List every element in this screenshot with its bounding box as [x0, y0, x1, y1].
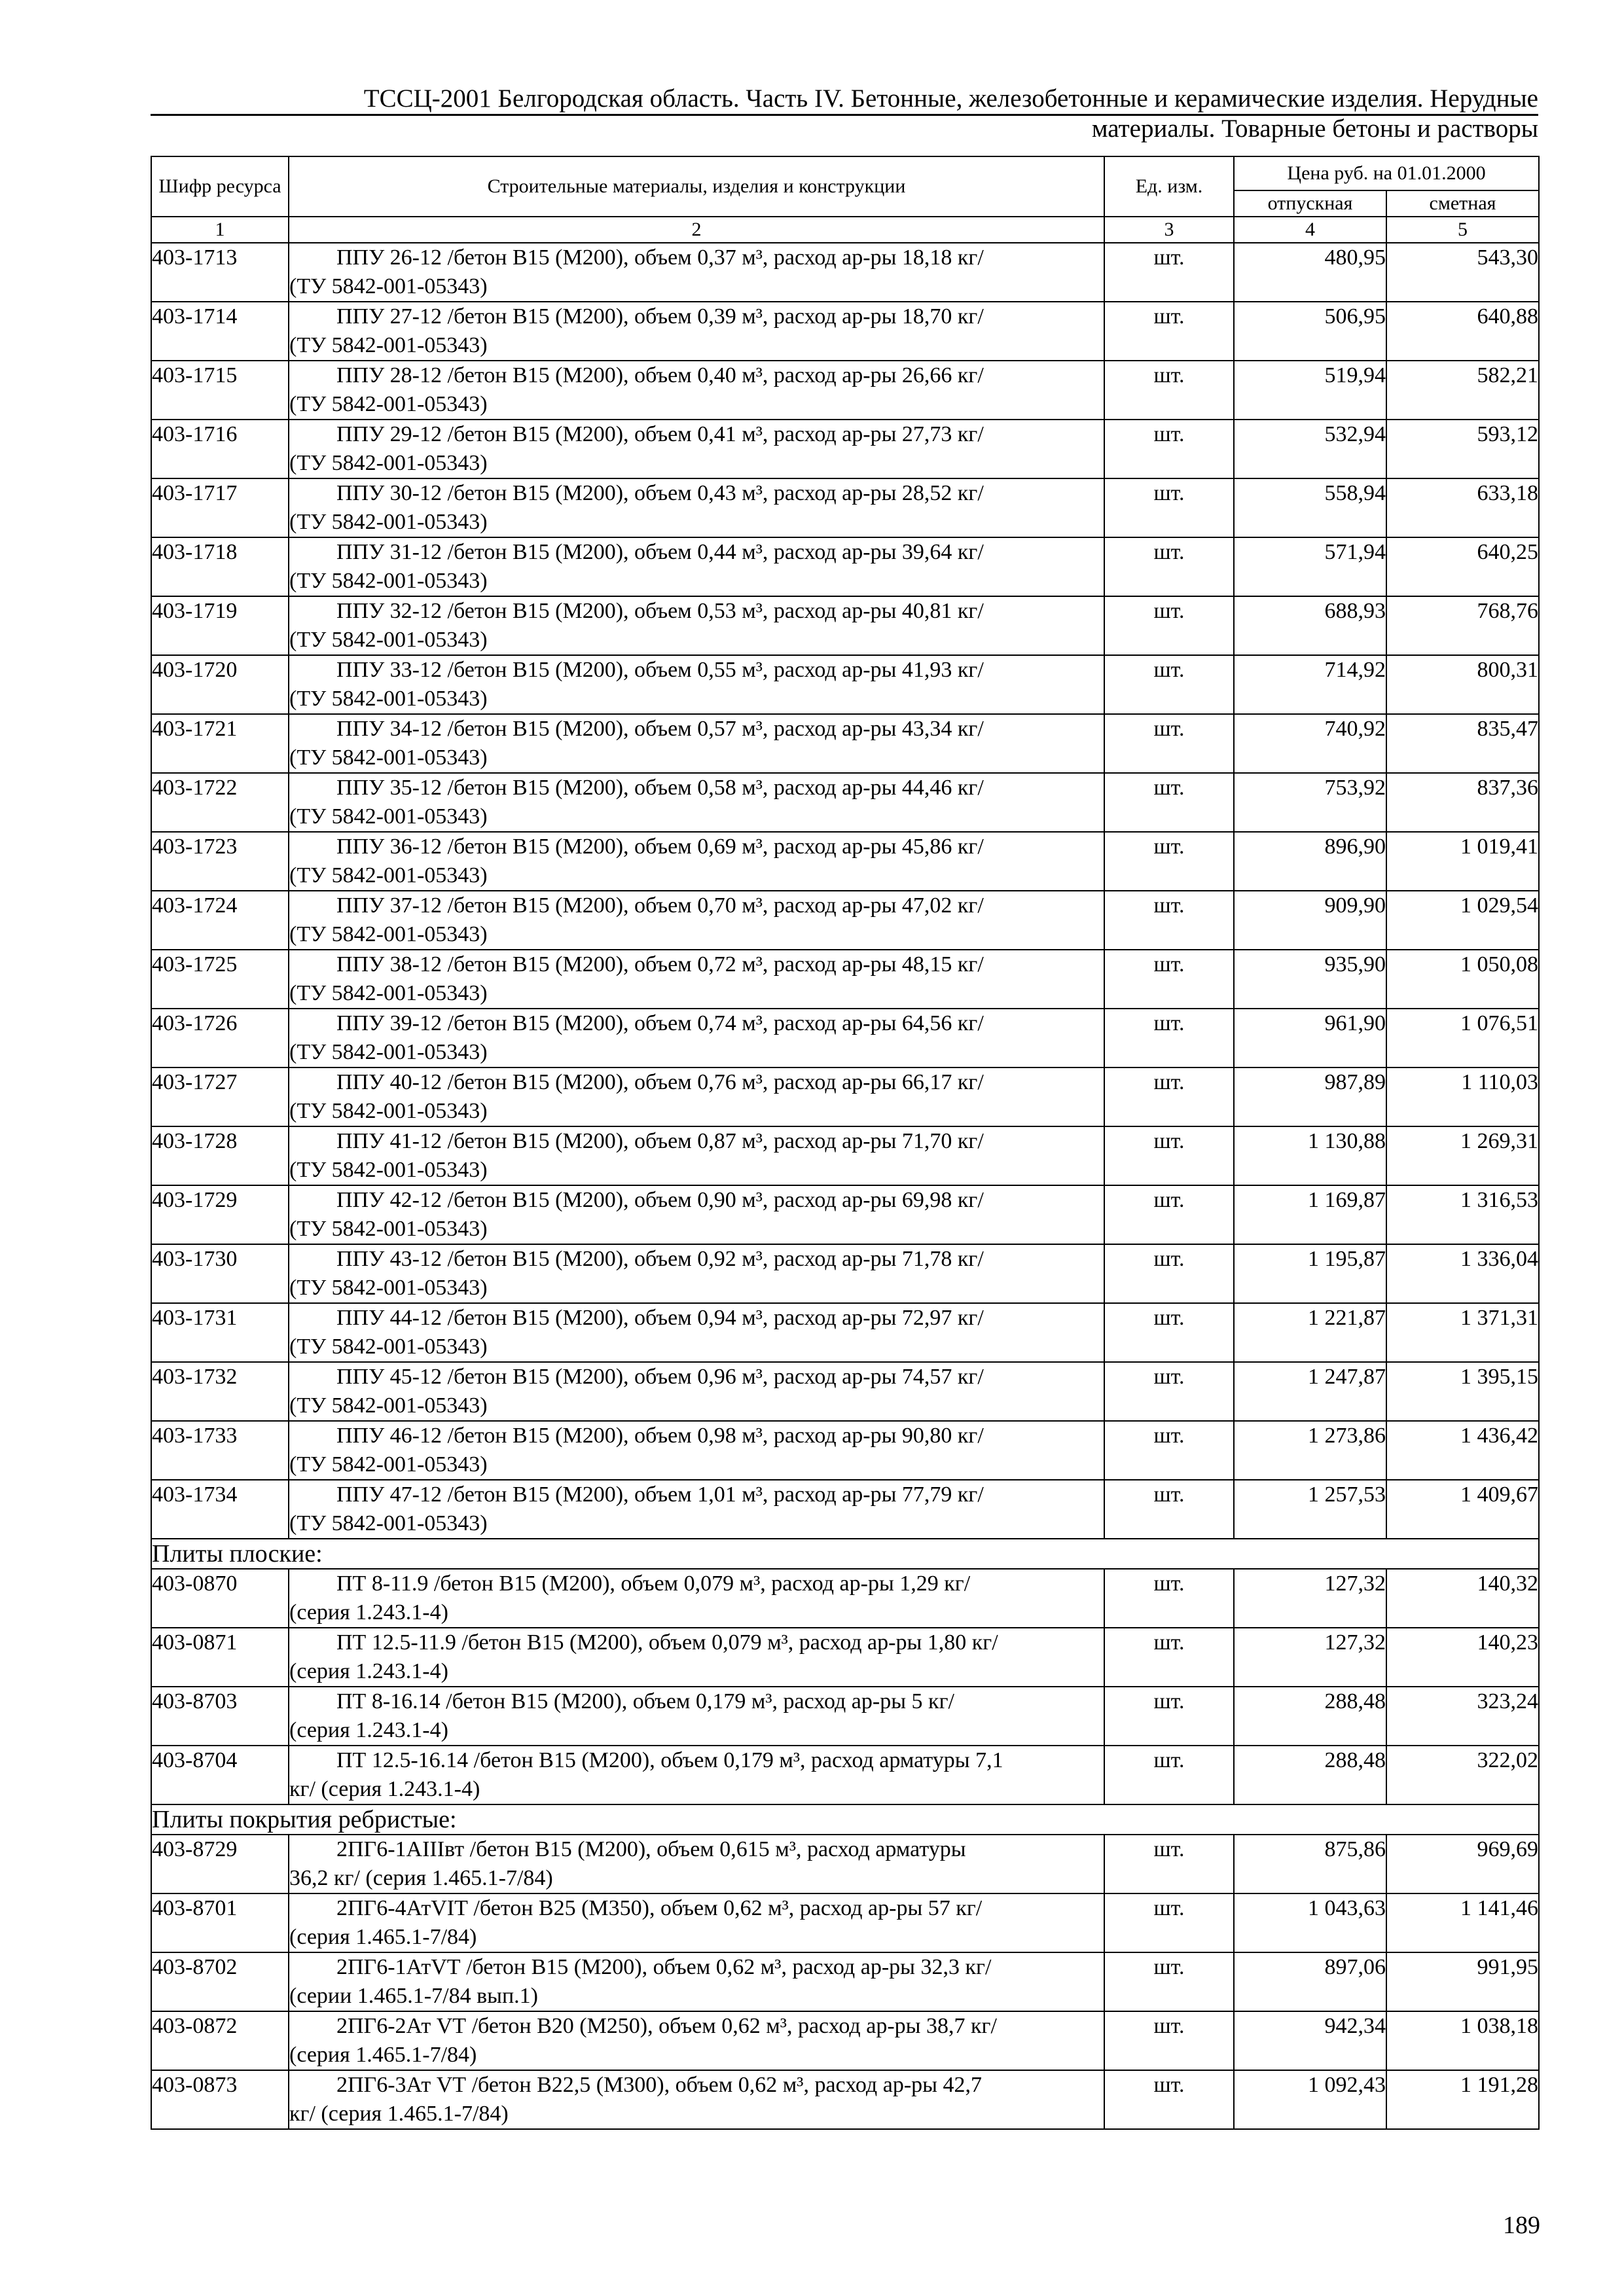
material-name-line2: 36,2 кг/ (серия 1.465.1-7/84): [289, 1866, 553, 1890]
table-body: [151, 243, 1539, 2129]
material-name-line1: 2ПГ6-2Ат VТ /бетон В20 (М250), объем 0,62 м³, расход ар-ры 38,7 кг/: [336, 2014, 997, 2038]
table-row: [151, 1835, 1539, 1893]
resource-code: 403-1733: [151, 1421, 289, 1480]
table-row: [151, 950, 1539, 1009]
col-header-unit: Ед. изм.: [1104, 156, 1234, 217]
material-name-line2: (серия 1.243.1-4): [289, 1600, 448, 1624]
material-name: [289, 1067, 1104, 1126]
material-name: [289, 1421, 1104, 1480]
material-name-line1: ППУ 42-12 /бетон В15 (М200), объем 0,90 м³, расход ар-ры 69,98 кг/: [336, 1188, 984, 1212]
estimate-price: 837,36: [1386, 773, 1539, 832]
estimate-price: 1 336,04: [1386, 1244, 1539, 1303]
table-row: [151, 1628, 1539, 1687]
unit: шт.: [1104, 1362, 1234, 1421]
release-price: 1 221,87: [1234, 1303, 1386, 1362]
material-name: [289, 2011, 1104, 2070]
material-name: [289, 1952, 1104, 2011]
resource-code: 403-1714: [151, 302, 289, 361]
estimate-price: 1 395,15: [1386, 1362, 1539, 1421]
material-name-line1: ППУ 33-12 /бетон В15 (М200), объем 0,55 м³, расход ар-ры 41,93 кг/: [336, 658, 984, 682]
col-number-5: 5: [1386, 217, 1539, 243]
material-name-line1: ППУ 43-12 /бетон В15 (М200), объем 0,92 м³, расход ар-ры 71,78 кг/: [336, 1247, 984, 1271]
material-name-line2: (ТУ 5842-001-05343): [289, 745, 488, 770]
table-row: [151, 596, 1539, 655]
material-name: [289, 2070, 1104, 2129]
estimate-price: 1 371,31: [1386, 1303, 1539, 1362]
material-name-line1: 2ПГ6-4АтVIТ /бетон В25 (М350), объем 0,62 м³, расход ар-ры 57 кг/: [336, 1896, 983, 1920]
release-price: 1 169,87: [1234, 1185, 1386, 1244]
release-price: 1 273,86: [1234, 1421, 1386, 1480]
resource-code: 403-1723: [151, 832, 289, 891]
material-name-line2: кг/ (серия 1.465.1-7/84): [289, 2102, 509, 2126]
table-row: [151, 361, 1539, 420]
table-row: [151, 1244, 1539, 1303]
material-name: [289, 1569, 1104, 1628]
estimate-price: 543,30: [1386, 243, 1539, 302]
unit: шт.: [1104, 1893, 1234, 1952]
material-name-line1: ППУ 36-12 /бетон В15 (М200), объем 0,69 м³, расход ар-ры 45,86 кг/: [336, 834, 984, 859]
material-name-line2: (серии 1.465.1-7/84 вып.1): [289, 1984, 538, 2008]
table-row: [151, 1952, 1539, 2011]
release-price: 688,93: [1234, 596, 1386, 655]
estimate-price: 640,88: [1386, 302, 1539, 361]
material-name: [289, 1628, 1104, 1687]
material-name: [289, 478, 1104, 537]
table-row: [151, 1687, 1539, 1746]
unit: шт.: [1104, 655, 1234, 714]
unit: шт.: [1104, 2070, 1234, 2129]
unit: шт.: [1104, 832, 1234, 891]
material-name-line2: (серия 1.243.1-4): [289, 1718, 448, 1742]
estimate-price: 969,69: [1386, 1835, 1539, 1893]
col-header-price: Цена руб. на 01.01.2000: [1234, 156, 1539, 190]
material-name-line1: ППУ 28-12 /бетон В15 (М200), объем 0,40 м³, расход ар-ры 26,66 кг/: [336, 363, 984, 387]
col-header-estimate: сметная: [1386, 190, 1539, 217]
estimate-price: 633,18: [1386, 478, 1539, 537]
col-number-3: 3: [1104, 217, 1234, 243]
release-price: 897,06: [1234, 1952, 1386, 2011]
unit: шт.: [1104, 2011, 1234, 2070]
estimate-price: 1 019,41: [1386, 832, 1539, 891]
material-name-line2: (ТУ 5842-001-05343): [289, 274, 488, 298]
resource-code: 403-1717: [151, 478, 289, 537]
unit: шт.: [1104, 773, 1234, 832]
material-name-line2: (ТУ 5842-001-05343): [289, 628, 488, 652]
material-name: [289, 537, 1104, 596]
material-name-line1: ПТ 12.5-16.14 /бетон В15 (М200), объем 0,179 м³, расход арматуры 7,1: [336, 1748, 1003, 1772]
resource-code: 403-0872: [151, 2011, 289, 2070]
unit: шт.: [1104, 891, 1234, 950]
resource-code: 403-1726: [151, 1009, 289, 1067]
material-name: [289, 832, 1104, 891]
resource-code: 403-1734: [151, 1480, 289, 1539]
resource-code: 403-1732: [151, 1362, 289, 1421]
release-price: 1 130,88: [1234, 1126, 1386, 1185]
estimate-price: 593,12: [1386, 420, 1539, 478]
material-name-line1: ППУ 37-12 /бетон В15 (М200), объем 0,70 м³, расход ар-ры 47,02 кг/: [336, 893, 984, 918]
unit: шт.: [1104, 1952, 1234, 2011]
resource-code: 403-0871: [151, 1628, 289, 1687]
material-name: [289, 361, 1104, 420]
release-price: 961,90: [1234, 1009, 1386, 1067]
resource-code: 403-0873: [151, 2070, 289, 2129]
material-name: [289, 891, 1104, 950]
resource-code: 403-1725: [151, 950, 289, 1009]
col-header-release: отпускная: [1234, 190, 1386, 217]
material-name-line2: (серия 1.243.1-4): [289, 1659, 448, 1683]
release-price: 288,48: [1234, 1687, 1386, 1746]
material-name-line2: (ТУ 5842-001-05343): [289, 392, 488, 416]
estimate-price: 1 110,03: [1386, 1067, 1539, 1126]
estimate-price: 582,21: [1386, 361, 1539, 420]
table-row: [151, 420, 1539, 478]
material-name-line1: ППУ 32-12 /бетон В15 (М200), объем 0,53 м³, расход ар-ры 40,81 кг/: [336, 599, 984, 623]
table-row: [151, 478, 1539, 537]
material-name-line2: (ТУ 5842-001-05343): [289, 1040, 488, 1064]
estimate-price: 1 191,28: [1386, 2070, 1539, 2129]
table-row: [151, 832, 1539, 891]
release-price: 987,89: [1234, 1067, 1386, 1126]
estimate-price: 1 076,51: [1386, 1009, 1539, 1067]
material-name-line2: (серия 1.465.1-7/84): [289, 1925, 477, 1949]
estimate-price: 1 038,18: [1386, 2011, 1539, 2070]
table-row: [151, 1362, 1539, 1421]
release-price: 1 043,63: [1234, 1893, 1386, 1952]
estimate-price: 1 436,42: [1386, 1421, 1539, 1480]
table-row: [151, 1746, 1539, 1804]
material-name-line1: ППУ 40-12 /бетон В15 (М200), объем 0,76 м³, расход ар-ры 66,17 кг/: [336, 1070, 984, 1094]
table-row: [151, 537, 1539, 596]
material-name-line1: ППУ 35-12 /бетон В15 (М200), объем 0,58 м³, расход ар-ры 44,46 кг/: [336, 776, 984, 800]
unit: шт.: [1104, 1421, 1234, 1480]
material-name-line1: ППУ 47-12 /бетон В15 (М200), объем 1,01 м³, расход ар-ры 77,79 кг/: [336, 1482, 984, 1507]
material-name-line1: ППУ 31-12 /бетон В15 (М200), объем 0,44 м³, расход ар-ры 39,64 кг/: [336, 540, 984, 564]
release-price: 571,94: [1234, 537, 1386, 596]
material-name-line2: (ТУ 5842-001-05343): [289, 687, 488, 711]
release-price: 532,94: [1234, 420, 1386, 478]
material-name: [289, 655, 1104, 714]
unit: шт.: [1104, 537, 1234, 596]
material-name-line2: кг/ (серия 1.243.1-4): [289, 1777, 480, 1801]
material-name: [289, 1362, 1104, 1421]
material-name-line1: ППУ 46-12 /бетон В15 (М200), объем 0,98 м³, расход ар-ры 90,80 кг/: [336, 1424, 984, 1448]
material-name-line1: 2ПГ6-1АтVТ /бетон В15 (М200), объем 0,62 м³, расход ар-ры 32,3 кг/: [336, 1955, 992, 1979]
col-number-1: 1: [151, 217, 289, 243]
release-price: 558,94: [1234, 478, 1386, 537]
estimate-price: 640,25: [1386, 537, 1539, 596]
material-name: [289, 1126, 1104, 1185]
resource-code: 403-1718: [151, 537, 289, 596]
material-name-line1: ППУ 39-12 /бетон В15 (М200), объем 0,74 м³, расход ар-ры 64,56 кг/: [336, 1011, 984, 1035]
material-name: [289, 596, 1104, 655]
unit: шт.: [1104, 1480, 1234, 1539]
material-name: [289, 1480, 1104, 1539]
unit: шт.: [1104, 1126, 1234, 1185]
unit: шт.: [1104, 478, 1234, 537]
unit: шт.: [1104, 302, 1234, 361]
material-name-line1: ППУ 41-12 /бетон В15 (М200), объем 0,87 м³, расход ар-ры 71,70 кг/: [336, 1129, 984, 1153]
material-name-line2: (ТУ 5842-001-05343): [289, 1452, 488, 1477]
release-price: 714,92: [1234, 655, 1386, 714]
table-row: [151, 1185, 1539, 1244]
resource-code: 403-1731: [151, 1303, 289, 1362]
resource-code: 403-1729: [151, 1185, 289, 1244]
material-name-line2: (ТУ 5842-001-05343): [289, 451, 488, 475]
material-name-line2: (ТУ 5842-001-05343): [289, 1511, 488, 1535]
resource-code: 403-1720: [151, 655, 289, 714]
material-name: [289, 243, 1104, 302]
table-row: [151, 1067, 1539, 1126]
header-subtitle: материалы. Товарные бетоны и растворы: [1091, 115, 1538, 143]
table-row: [151, 714, 1539, 773]
page-number: 189: [1503, 2212, 1540, 2239]
unit: шт.: [1104, 596, 1234, 655]
resource-code: 403-1713: [151, 243, 289, 302]
resource-code: 403-8704: [151, 1746, 289, 1804]
col-number-2: 2: [289, 217, 1104, 243]
estimate-price: 1 316,53: [1386, 1185, 1539, 1244]
material-name-line2: (ТУ 5842-001-05343): [289, 510, 488, 534]
section-ribbed-plates: [151, 1804, 1539, 1835]
table-row: [151, 1303, 1539, 1362]
material-name: [289, 773, 1104, 832]
release-price: 909,90: [1234, 891, 1386, 950]
table-row: [151, 1893, 1539, 1952]
material-name-line1: 2ПГ6-3Ат VТ /бетон В22,5 (М300), объем 0,62 м³, расход ар-ры 42,7: [336, 2073, 982, 2097]
section-flat-plates: [151, 1539, 1539, 1569]
table-row: [151, 302, 1539, 361]
resource-code: 403-1730: [151, 1244, 289, 1303]
estimate-price: 768,76: [1386, 596, 1539, 655]
table-row: [151, 891, 1539, 950]
estimate-price: 800,31: [1386, 655, 1539, 714]
price-table: [151, 156, 1540, 2130]
material-name-line2: (ТУ 5842-001-05343): [289, 922, 488, 946]
resource-code: 403-8729: [151, 1835, 289, 1893]
resource-code: 403-1715: [151, 361, 289, 420]
estimate-price: 991,95: [1386, 1952, 1539, 2011]
release-price: 875,86: [1234, 1835, 1386, 1893]
header-title: ТССЦ-2001 Белгородская область. Часть IV. Бетонные, железобетонные и керамические изделия. Нерудные: [363, 84, 1538, 113]
release-price: 753,92: [1234, 773, 1386, 832]
material-name-line2: (ТУ 5842-001-05343): [289, 804, 488, 829]
release-price: 935,90: [1234, 950, 1386, 1009]
material-name-line2: (ТУ 5842-001-05343): [289, 333, 488, 357]
table-row: [151, 1569, 1539, 1628]
material-name-line2: (ТУ 5842-001-05343): [289, 863, 488, 888]
page-header: [151, 84, 1538, 116]
unit: шт.: [1104, 420, 1234, 478]
unit: шт.: [1104, 1687, 1234, 1746]
col-header-code: Шифр ресурса: [151, 156, 289, 217]
release-price: 896,90: [1234, 832, 1386, 891]
material-name: [289, 1893, 1104, 1952]
table-row: [151, 1480, 1539, 1539]
material-name-line1: 2ПГ6-1АIIIвт /бетон В15 (М200), объем 0,615 м³, расход арматуры: [336, 1837, 966, 1861]
table-row: [151, 243, 1539, 302]
resource-code: 403-8701: [151, 1893, 289, 1952]
material-name-line1: ППУ 45-12 /бетон В15 (М200), объем 0,96 м³, расход ар-ры 74,57 кг/: [336, 1365, 984, 1389]
unit: шт.: [1104, 361, 1234, 420]
resource-code: 403-1728: [151, 1126, 289, 1185]
table-row: [151, 1421, 1539, 1480]
table-row: [151, 1009, 1539, 1067]
material-name-line1: ПТ 8-16.14 /бетон В15 (М200), объем 0,179 м³, расход ар-ры 5 кг/: [336, 1689, 954, 1713]
material-name-line2: (ТУ 5842-001-05343): [289, 569, 488, 593]
material-name-line1: ППУ 34-12 /бетон В15 (М200), объем 0,57 м³, расход ар-ры 43,34 кг/: [336, 717, 984, 741]
release-price: 127,32: [1234, 1628, 1386, 1687]
unit: шт.: [1104, 1244, 1234, 1303]
resource-code: 403-1716: [151, 420, 289, 478]
material-name-line1: ППУ 27-12 /бетон В15 (М200), объем 0,39 м³, расход ар-ры 18,70 кг/: [336, 304, 984, 329]
resource-code: 403-8702: [151, 1952, 289, 2011]
table-row: [151, 773, 1539, 832]
material-name-line2: (ТУ 5842-001-05343): [289, 981, 488, 1005]
material-name-line2: (ТУ 5842-001-05343): [289, 1393, 488, 1418]
material-name: [289, 950, 1104, 1009]
material-name-line1: ППУ 38-12 /бетон В15 (М200), объем 0,72 м³, расход ар-ры 48,15 кг/: [336, 952, 984, 977]
resource-code: 403-1724: [151, 891, 289, 950]
release-price: 288,48: [1234, 1746, 1386, 1804]
release-price: 506,95: [1234, 302, 1386, 361]
unit: шт.: [1104, 1746, 1234, 1804]
material-name-line2: (ТУ 5842-001-05343): [289, 1276, 488, 1300]
resource-code: 403-1719: [151, 596, 289, 655]
unit: шт.: [1104, 1067, 1234, 1126]
unit: шт.: [1104, 1009, 1234, 1067]
material-name-line2: (ТУ 5842-001-05343): [289, 1335, 488, 1359]
unit: шт.: [1104, 1569, 1234, 1628]
release-price: 942,34: [1234, 2011, 1386, 2070]
unit: шт.: [1104, 1303, 1234, 1362]
estimate-price: 1 409,67: [1386, 1480, 1539, 1539]
unit: шт.: [1104, 1628, 1234, 1687]
material-name: [289, 1185, 1104, 1244]
material-name-line2: (ТУ 5842-001-05343): [289, 1099, 488, 1123]
resource-code: 403-1727: [151, 1067, 289, 1126]
release-price: 127,32: [1234, 1569, 1386, 1628]
material-name: [289, 1244, 1104, 1303]
material-name: [289, 1009, 1104, 1067]
table-row: [151, 655, 1539, 714]
table-row: [151, 1126, 1539, 1185]
col-number-4: 4: [1234, 217, 1386, 243]
material-name-line1: ПТ 12.5-11.9 /бетон В15 (М200), объем 0,079 м³, расход ар-ры 1,80 кг/: [336, 1630, 998, 1655]
material-name-line1: ППУ 26-12 /бетон В15 (М200), объем 0,37 м³, расход ар-ры 18,18 кг/: [336, 245, 984, 270]
material-name-line2: (ТУ 5842-001-05343): [289, 1158, 488, 1182]
estimate-price: 835,47: [1386, 714, 1539, 773]
release-price: 740,92: [1234, 714, 1386, 773]
resource-code: 403-8703: [151, 1687, 289, 1746]
material-name-line1: ПТ 8-11.9 /бетон В15 (М200), объем 0,079 м³, расход ар-ры 1,29 кг/: [336, 1571, 971, 1596]
table-row: [151, 2070, 1539, 2129]
material-name: [289, 714, 1104, 773]
material-name-line1: ППУ 30-12 /бетон В15 (М200), объем 0,43 м³, расход ар-ры 28,52 кг/: [336, 481, 984, 505]
unit: шт.: [1104, 1185, 1234, 1244]
material-name-line2: (ТУ 5842-001-05343): [289, 1217, 488, 1241]
release-price: 480,95: [1234, 243, 1386, 302]
estimate-price: 140,32: [1386, 1569, 1539, 1628]
material-name: [289, 1303, 1104, 1362]
material-name: [289, 1835, 1104, 1893]
material-name: [289, 420, 1104, 478]
estimate-price: 322,02: [1386, 1746, 1539, 1804]
material-name: [289, 1746, 1104, 1804]
estimate-price: 1 141,46: [1386, 1893, 1539, 1952]
resource-code: 403-0870: [151, 1569, 289, 1628]
resource-code: 403-1721: [151, 714, 289, 773]
material-name: [289, 302, 1104, 361]
unit: шт.: [1104, 243, 1234, 302]
estimate-price: 1 029,54: [1386, 891, 1539, 950]
estimate-price: 323,24: [1386, 1687, 1539, 1746]
unit: шт.: [1104, 950, 1234, 1009]
resource-code: 403-1722: [151, 773, 289, 832]
release-price: 1 195,87: [1234, 1244, 1386, 1303]
section-ribbed-plates-title: Плиты покрытия ребристые:: [151, 1804, 1539, 1835]
col-header-name: Строительные материалы, изделия и конструкции: [289, 156, 1104, 217]
release-price: 519,94: [1234, 361, 1386, 420]
unit: шт.: [1104, 714, 1234, 773]
release-price: 1 247,87: [1234, 1362, 1386, 1421]
estimate-price: 1 269,31: [1386, 1126, 1539, 1185]
material-name-line2: (серия 1.465.1-7/84): [289, 2043, 477, 2067]
table-row: [151, 2011, 1539, 2070]
estimate-price: 1 050,08: [1386, 950, 1539, 1009]
material-name-line1: ППУ 44-12 /бетон В15 (М200), объем 0,94 м³, расход ар-ры 72,97 кг/: [336, 1306, 984, 1330]
section-flat-plates-title: Плиты плоские:: [151, 1539, 1539, 1569]
estimate-price: 140,23: [1386, 1628, 1539, 1687]
unit: шт.: [1104, 1835, 1234, 1893]
material-name: [289, 1687, 1104, 1746]
release-price: 1 257,53: [1234, 1480, 1386, 1539]
material-name-line1: ППУ 29-12 /бетон В15 (М200), объем 0,41 м³, расход ар-ры 27,73 кг/: [336, 422, 984, 446]
release-price: 1 092,43: [1234, 2070, 1386, 2129]
